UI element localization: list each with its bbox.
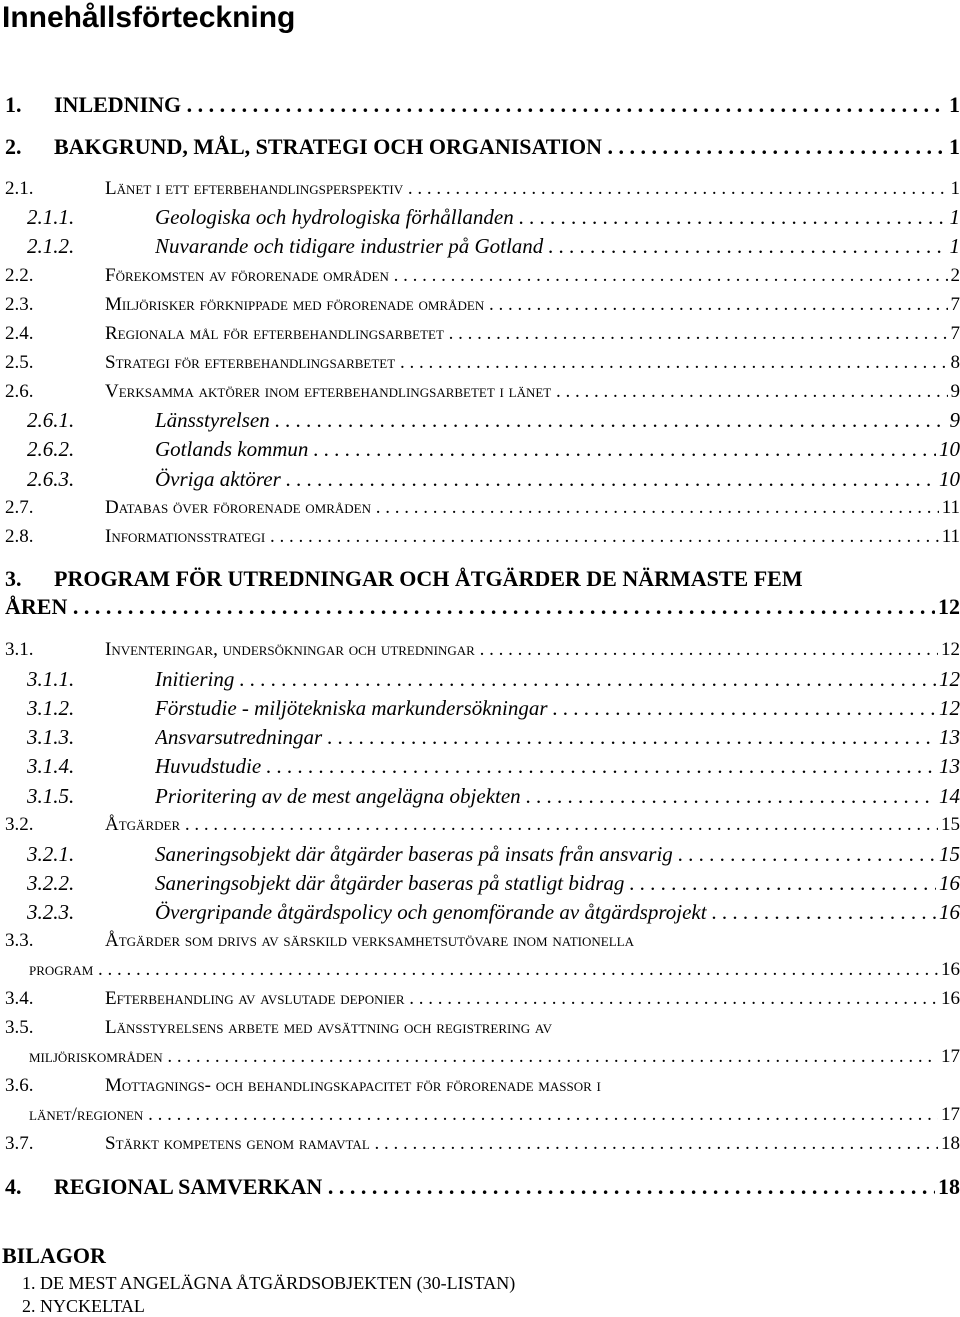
toc-entry[interactable]	[0, 1072, 960, 1100]
toc-entry-title: Länsstyrelsens arbete med avsättning och registrering av	[105, 1014, 552, 1042]
toc-entry-continuation[interactable]	[0, 593, 960, 621]
toc-entry-title: Stärkt kompetens genom ramavtal . . .	[105, 1130, 960, 1158]
toc-entry[interactable]	[0, 494, 960, 522]
toc-entry-continuation[interactable]	[0, 1043, 960, 1071]
toc-entry-title-continued: program . . .	[29, 956, 960, 984]
toc-entry-title: Förstudie - miljötekniska markundersökningar . . .	[155, 694, 960, 722]
toc-entry-title-continued: miljöriskområden . . .	[29, 1043, 960, 1071]
toc-entry-page: 1	[947, 203, 960, 231]
toc-entry-title: Länsstyrelsen . . .	[155, 406, 960, 434]
toc-entry-title: Databas över förorenade områden . . .	[105, 494, 960, 522]
toc-entry-title: Verksamma aktörer inom efterbehandlingsarbetet i länet . . .	[105, 378, 960, 406]
toc-entry-number: 3.1.1.	[27, 665, 74, 693]
toc-entry-title: Geologiska och hydrologiska förhållanden . . .	[155, 203, 960, 231]
toc-entry-number: 3.1.2.	[27, 694, 74, 722]
toc-entry-title: Informationsstrategi . . .	[105, 523, 960, 551]
toc-entry-title-continued: ÅREN . . .	[5, 593, 960, 621]
toc-entry-number: 2.	[5, 133, 22, 161]
toc-entry-title: Övergripande åtgärdspolicy och genomförande av åtgärdsprojekt . . .	[155, 898, 960, 926]
toc-entry-page: 14	[936, 782, 960, 810]
toc-entry-number: 2.7.	[5, 494, 34, 522]
toc-entry-page: 11	[939, 523, 960, 551]
toc-entry-number: 3.1.4.	[27, 752, 74, 780]
toc-entry[interactable]	[0, 435, 960, 463]
toc-entry-number: 2.6.3.	[27, 465, 74, 493]
toc-entry-title: Regionala mål för efterbehandlingsarbetet . . .	[105, 320, 960, 348]
toc-entry-page: 13	[936, 752, 960, 780]
toc-entry[interactable]	[0, 133, 960, 161]
toc-entry-page: 12	[936, 694, 960, 722]
toc-entry[interactable]	[0, 523, 960, 551]
toc-entry-number: 3.3.	[5, 927, 34, 955]
toc-entry-number: 2.1.2.	[27, 232, 74, 260]
toc-entry[interactable]	[0, 636, 960, 664]
toc-entry-page: 18	[938, 1130, 960, 1158]
toc-entry[interactable]	[0, 665, 960, 693]
toc-entry-continuation[interactable]	[0, 956, 960, 984]
toc-entry-title: Nuvarande och tidigare industrier på Gotland . . .	[155, 232, 960, 260]
toc-entry[interactable]	[0, 1014, 960, 1042]
toc-entry[interactable]	[0, 811, 960, 839]
toc-entry-title: Efterbehandling av avslutade deponier . . .	[105, 985, 960, 1013]
toc-entry-page: 9	[948, 378, 960, 406]
toc-entry-page: 10	[936, 435, 960, 463]
toc-entry[interactable]	[0, 782, 960, 810]
toc-entry-number: 3.2.2.	[27, 869, 74, 897]
toc-entry-page: 13	[936, 723, 960, 751]
toc-entry[interactable]	[0, 694, 960, 722]
toc-entry[interactable]	[0, 869, 960, 897]
toc-entry-page: 16	[936, 869, 960, 897]
toc-entry-title: Inventeringar, undersökningar och utredningar . . .	[105, 636, 960, 664]
toc-entry-title: INLEDNING . . .	[54, 91, 960, 119]
toc-entry[interactable]	[0, 291, 960, 319]
toc-entry-number: 2.1.1.	[27, 203, 74, 231]
toc-entry[interactable]	[0, 203, 960, 231]
toc-entry-number: 2.2.	[5, 262, 34, 290]
toc-entry-page: 17	[938, 1043, 960, 1071]
toc-entry[interactable]	[0, 898, 960, 926]
toc-entry-page: 1	[947, 232, 960, 260]
toc-entry-number: 2.1.	[5, 175, 34, 203]
toc-entry-page: 18	[935, 1173, 960, 1201]
toc-entry[interactable]	[0, 565, 960, 593]
toc-entry-number: 3.4.	[5, 985, 34, 1013]
toc-entry-title: REGIONAL SAMVERKAN . . .	[54, 1173, 960, 1201]
toc-entry[interactable]	[0, 465, 960, 493]
toc-entry-number: 1.	[5, 91, 22, 119]
toc-entry[interactable]	[0, 752, 960, 780]
toc-entry[interactable]	[0, 1130, 960, 1158]
toc-entry-title: Initiering . . .	[155, 665, 960, 693]
toc-entry-page: 16	[938, 956, 960, 984]
toc-entry-title: PROGRAM FÖR UTREDNINGAR OCH ÅTGÄRDER DE NÄRMASTE FEM	[54, 565, 803, 593]
toc-entry-number: 2.4.	[5, 320, 34, 348]
toc-entry-title: Övriga aktörer . . .	[155, 465, 960, 493]
toc-entry-page: 10	[936, 465, 960, 493]
toc-entry-title: Länet i ett efterbehandlingsperspektiv . . .	[105, 175, 960, 203]
toc-entry-number: 3.1.	[5, 636, 34, 664]
toc-entry-number: 4.	[5, 1173, 22, 1201]
toc-entry-number: 2.6.	[5, 378, 34, 406]
bilagor-heading: BILAGOR	[2, 1242, 106, 1270]
toc-entry-number: 3.2.3.	[27, 898, 74, 926]
toc-entry[interactable]	[0, 840, 960, 868]
toc-entry-title: Åtgärder . . .	[105, 811, 960, 839]
toc-entry[interactable]	[0, 406, 960, 434]
toc-entry-page: 11	[939, 494, 960, 522]
toc-entry-number: 2.6.2.	[27, 435, 74, 463]
bilaga-item: 1. DE MEST ANGELÄGNA ÅTGÄRDSOBJEKTEN (30-LISTAN)	[22, 1272, 515, 1294]
toc-entry-number: 3.6.	[5, 1072, 34, 1100]
toc-entry-page: 12	[936, 665, 960, 693]
toc-entry-title: Gotlands kommun . . .	[155, 435, 960, 463]
toc-entry[interactable]	[0, 378, 960, 406]
toc-entry-page: 9	[947, 406, 960, 434]
toc-entry-number: 2.6.1.	[27, 406, 74, 434]
toc-entry-title-continued: länet/regionen . . .	[29, 1101, 960, 1129]
toc-entry-title: BAKGRUND, MÅL, STRATEGI OCH ORGANISATION . . .	[54, 133, 960, 161]
toc-entry-page: 15	[938, 811, 960, 839]
toc-entry[interactable]	[0, 175, 960, 203]
toc-entry-title: Miljörisker förknippade med förorenade områden . . .	[105, 291, 960, 319]
toc-entry-number: 2.8.	[5, 523, 34, 551]
toc-entry-number: 3.7.	[5, 1130, 34, 1158]
toc-entry-page: 1	[946, 133, 960, 161]
toc-entry[interactable]	[0, 262, 960, 290]
toc-entry-title: Strategi för efterbehandlingsarbetet . . .	[105, 349, 960, 377]
toc-entry-page: 12	[935, 593, 960, 621]
toc-entry-page: 8	[948, 349, 960, 377]
toc-entry[interactable]	[0, 927, 960, 955]
toc-entry-number: 3.2.	[5, 811, 34, 839]
toc-entry-title: Mottagnings- och behandlingskapacitet för förorenade massor i	[105, 1072, 601, 1100]
toc-entry-title: Åtgärder som drivs av särskild verksamhetsutövare inom nationella	[105, 927, 634, 955]
toc-entry[interactable]	[0, 349, 960, 377]
toc-entry[interactable]	[0, 232, 960, 260]
toc-entry-page: 15	[936, 840, 960, 868]
toc-entry[interactable]	[0, 723, 960, 751]
toc-entry-title: Ansvarsutredningar . . .	[155, 723, 960, 751]
page-title: Innehållsförteckning	[2, 0, 295, 36]
toc-entry-number: 3.2.1.	[27, 840, 74, 868]
toc-entry-continuation[interactable]	[0, 1101, 960, 1129]
toc-entry-page: 12	[938, 636, 960, 664]
toc-entry-number: 3.1.3.	[27, 723, 74, 751]
toc-entry-number: 3.1.5.	[27, 782, 74, 810]
toc-entry[interactable]	[0, 985, 960, 1013]
toc-entry-page: 16	[938, 985, 960, 1013]
toc-entry-title: Prioritering av de mest angelägna objekten . . .	[155, 782, 960, 810]
toc-entry-title: Saneringsobjekt där åtgärder baseras på statligt bidrag . . .	[155, 869, 960, 897]
toc-entry-page: 7	[948, 320, 960, 348]
toc-entry-page: 17	[938, 1101, 960, 1129]
toc-entry-page: 7	[948, 291, 960, 319]
toc-entry-page: 1	[946, 91, 960, 119]
toc-entry-page: 2	[948, 262, 960, 290]
toc-entry-title: Förekomsten av förorenade områden . . .	[105, 262, 960, 290]
toc-entry-number: 3.	[5, 565, 22, 593]
toc-entry-number: 3.5.	[5, 1014, 34, 1042]
toc-entry-page: 16	[936, 898, 960, 926]
toc-entry[interactable]	[0, 91, 960, 119]
toc-entry-number: 2.3.	[5, 291, 34, 319]
bilaga-item: 2. NYCKELTAL	[22, 1295, 145, 1317]
toc-entry[interactable]	[0, 1173, 960, 1201]
toc-entry-number: 2.5.	[5, 349, 34, 377]
toc-entry[interactable]	[0, 320, 960, 348]
toc-entry-page: 1	[948, 175, 960, 203]
toc-entry-title: Saneringsobjekt där åtgärder baseras på insats från ansvarig . . .	[155, 840, 960, 868]
toc-entry-title: Huvudstudie . . .	[155, 752, 960, 780]
